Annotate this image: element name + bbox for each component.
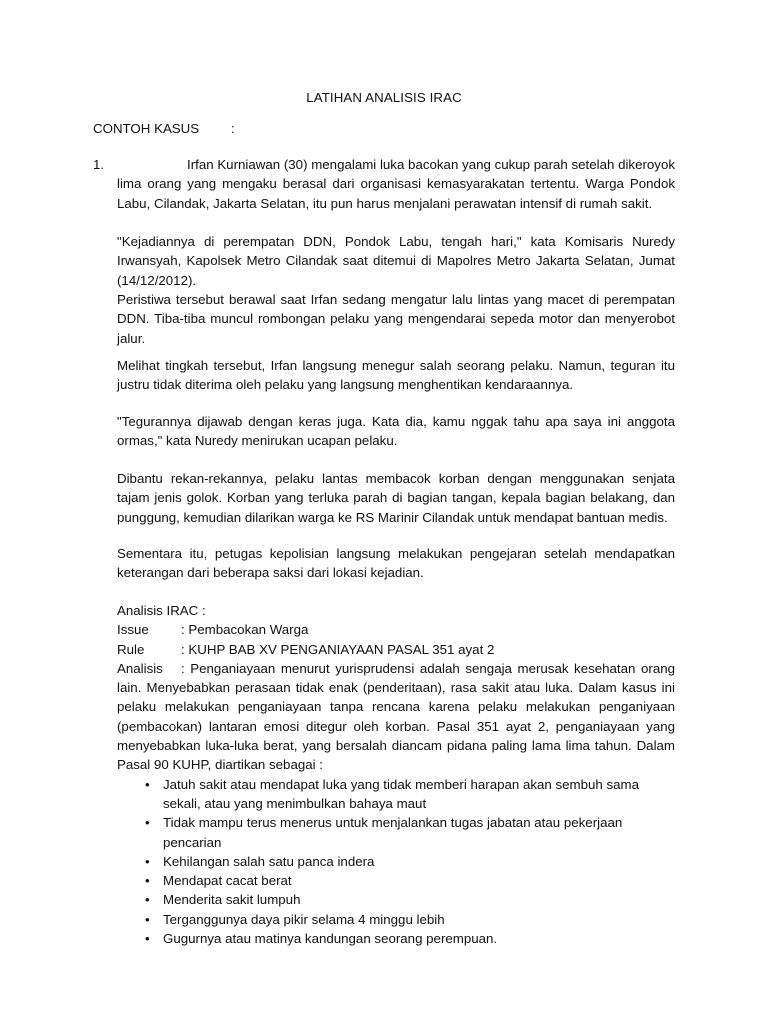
bullet-icon: • — [145, 776, 150, 792]
bullet-icon: • — [145, 853, 150, 869]
list-item — [145, 813, 675, 852]
issue-value: : Pembacokan Warga — [181, 622, 309, 638]
case-paragraph-6: Dibantu rekan-rekannya, pelaku lantas membacok korban dengan menggunakan senjata tajam jenis golok. Korban yang terluka parah di bagian tangan, kepala bagian belakang, dan punggung, kemudian dilarikan warga ke RS Marinir Cilandak untuk mendapat bantuan medis. — [117, 471, 675, 525]
list-item-text: Kehilangan salah satu panca indera — [163, 853, 375, 869]
list-item-text: Menderita sakit lumpuh — [163, 892, 301, 908]
rule-row — [117, 640, 675, 659]
case-colon: : — [231, 121, 235, 136]
criteria-list — [117, 775, 675, 949]
list-item — [145, 890, 675, 909]
bullet-icon: • — [145, 911, 150, 927]
bullet-icon: • — [145, 815, 150, 831]
list-item — [145, 775, 675, 814]
issue-label: Issue — [117, 622, 149, 638]
list-item-text: Terganggunya daya pikir selama 4 minggu lebih — [163, 911, 445, 927]
case-paragraph-3: Peristiwa tersebut berawal saat Irfan sedang mengatur lalu lintas yang macet di perempatan DDN. Tiba-tiba muncul rombongan pelaku yang mengendarai sepeda motor dan menyerobot jalur. — [117, 292, 675, 346]
irac-analysis-section — [117, 601, 675, 948]
analysis-row — [117, 659, 675, 775]
case-paragraph-2: "Kejadiannya di perempatan DDN, Pondok Labu, tengah hari," kata Komisaris Nuredy Irwansyah, Kapolsek Metro Cilandak saat ditemui di Mapolres Metro Jakarta Selatan, Jumat (14/12/2012). — [117, 234, 675, 288]
case-heading — [93, 119, 683, 138]
analysis-label: Analisis — [117, 660, 163, 676]
rule-label: Rule — [117, 641, 145, 657]
list-item-text: Mendapat cacat berat — [163, 873, 292, 889]
document-title: LATIHAN ANALISIS IRAC — [306, 90, 462, 105]
case-number: 1. — [93, 157, 105, 172]
rule-value: : KUHP BAB XV PENGANIAYAAN PASAL 351 ayat 2 — [181, 641, 495, 657]
list-item — [145, 852, 675, 871]
case-paragraph-1: Irfan Kurniawan (30) mengalami luka bacokan yang cukup parah setelah dikeroyok lima orang yang mengaku berasal dari organisasi kemasyarakatan tertentu. Warga Pondok Labu, Cilandak, Jakarta Selatan, itu pun harus menjalani perawatan intensif di rumah sakit. — [117, 157, 675, 211]
list-item — [145, 871, 675, 890]
case-paragraph-4: Melihat tingkah tersebut, Irfan langsung menegur salah seorang pelaku. Namun, teguran itu justru tidak diterima oleh pelaku yang langsung menghentikan kendaraannya. — [117, 358, 675, 393]
list-item-text: Jatuh sakit atau mendapat luka yang tidak memberi harapan akan sembuh sama sekali, atau yang menimbulkan bahaya maut — [163, 776, 640, 811]
issue-row — [117, 620, 675, 639]
list-item-text: Gugurnya atau matinya kandungan seorang perempuan. — [163, 931, 498, 947]
case-label: CONTOH KASUS — [93, 121, 200, 136]
list-item — [145, 929, 675, 948]
bullet-icon: • — [145, 873, 150, 889]
list-item-text: Tidak mampu terus menerus untuk menjalankan tugas jabatan atau pekerjaan pencarian — [163, 815, 623, 850]
analysis-value: : Penganiayaan menurut yurisprudensi adalah sengaja merusak kesehatan orang lain. Menyebabkan perasaan tidak enak (penderitaan), rasa sakit atau luka. Dalam kasus ini pelaku melakukan penganiayaan tanpa rencana karena pelaku melakukan penganiyaan (pembacokan) lantaran emosi ditegur oleh korban. Pasal 351 ayat 2, penganiayaan yang menyebabkan luka-luka berat, yang bersalah diancam pidana paling lama lima tahun. Dalam Pasal 90 KUHP, diartikan sebagai : — [117, 660, 675, 773]
bullet-icon: • — [145, 931, 150, 947]
list-item — [145, 910, 675, 929]
analysis-heading: Analisis IRAC : — [117, 603, 206, 618]
bullet-icon: • — [145, 892, 150, 908]
case-paragraph-7: Sementara itu, petugas kepolisian langsung melakukan pengejaran setelah mendapatkan keterangan dari beberapa saksi dari lokasi kejadian. — [117, 546, 675, 581]
case-paragraph-5: "Tegurannya dijawab dengan keras juga. Kata dia, kamu nggak tahu apa saya ini anggota ormas," kata Nuredy menirukan ucapan pelaku. — [117, 414, 675, 449]
